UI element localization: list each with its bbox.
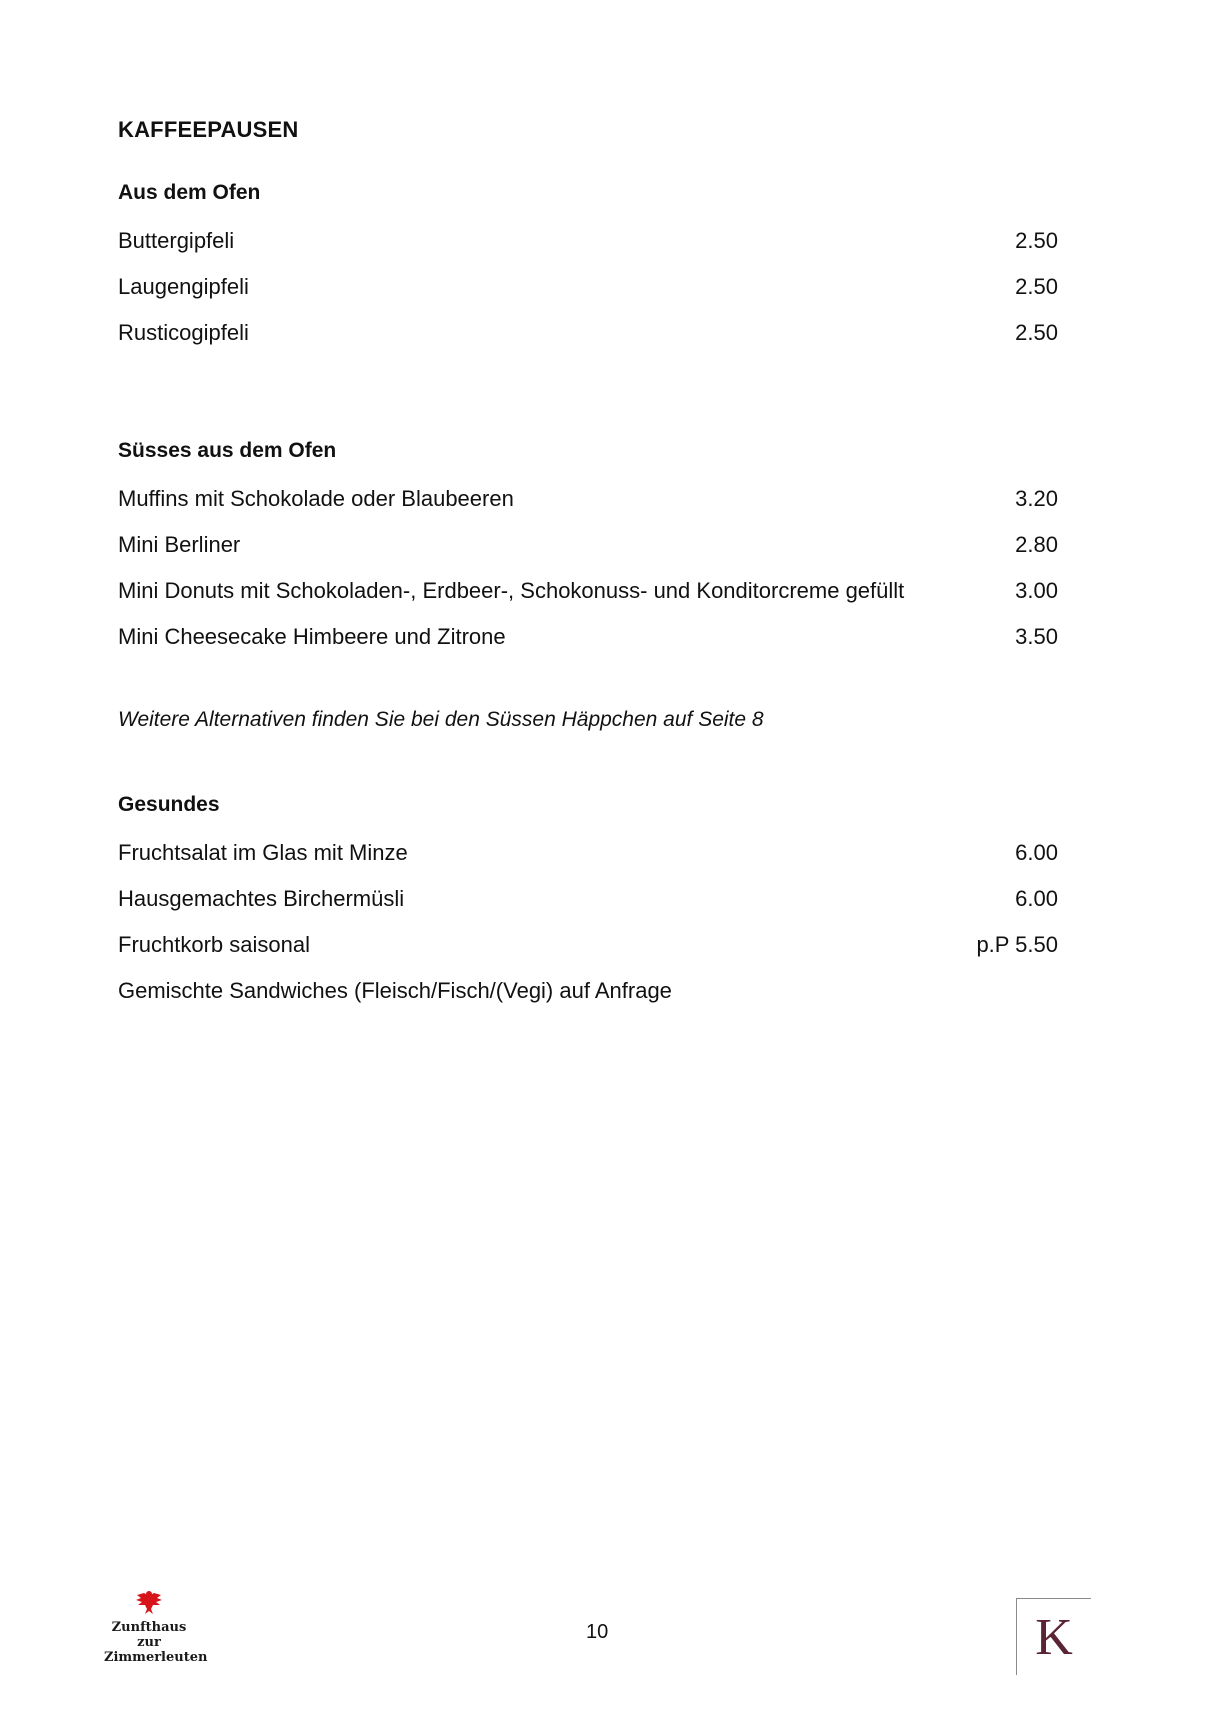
note-alternatives: Weitere Alternativen finden Sie bei den Süssen Häppchen auf Seite 8 bbox=[118, 708, 764, 731]
item-name: Hausgemachtes Birchermüsli bbox=[118, 886, 405, 911]
item-name: Mini Berliner bbox=[118, 532, 241, 557]
item-name: Fruchtsalat im Glas mit Minze bbox=[118, 840, 408, 865]
logo-line: zur bbox=[137, 1635, 161, 1650]
section-heading: Gesundes bbox=[118, 793, 220, 816]
menu-item bbox=[118, 532, 1058, 578]
item-name: Fruchtkorb saisonal bbox=[118, 932, 310, 957]
item-price: 3.50 bbox=[1015, 624, 1058, 649]
item-price: 2.50 bbox=[1015, 274, 1058, 299]
section-heading: Süsses aus dem Ofen bbox=[118, 439, 337, 462]
item-name: Laugengipfeli bbox=[118, 274, 249, 299]
item-name: Muffins mit Schokolade oder Blaubeeren bbox=[118, 486, 514, 511]
section-gesundes bbox=[118, 792, 1058, 1024]
page-title: KAFFEEPAUSEN bbox=[118, 117, 299, 142]
menu-item bbox=[118, 486, 1058, 532]
logo-line: Zimmerleuten bbox=[104, 1650, 208, 1665]
item-price: 2.50 bbox=[1015, 228, 1058, 253]
zunfthaus-logo bbox=[104, 1590, 208, 1665]
menu-item bbox=[118, 624, 1058, 670]
item-price: 2.50 bbox=[1015, 320, 1058, 345]
k-letter: K bbox=[1035, 1608, 1073, 1666]
menu-item bbox=[118, 320, 1058, 366]
item-name: Mini Donuts mit Schokoladen-, Erdbeer-, Schokonuss- und Konditorcreme gefüllt bbox=[118, 578, 905, 603]
page-number: 10 bbox=[586, 1621, 609, 1643]
section-aus-dem-ofen bbox=[118, 180, 1058, 366]
item-price: 3.00 bbox=[1015, 578, 1058, 603]
menu-item bbox=[118, 886, 1058, 932]
section-heading: Aus dem Ofen bbox=[118, 181, 261, 204]
menu-item bbox=[118, 840, 1058, 886]
item-price: 3.20 bbox=[1015, 486, 1058, 511]
logo-line: Zunfthaus bbox=[111, 1620, 187, 1635]
item-price: 2.80 bbox=[1015, 532, 1058, 557]
menu-item bbox=[118, 978, 1058, 1024]
item-name: Buttergipfeli bbox=[118, 228, 235, 253]
menu-item bbox=[118, 274, 1058, 320]
menu-item bbox=[118, 228, 1058, 274]
item-name: Gemischte Sandwiches (Fleisch/Fisch/(Vegi) auf Anfrage bbox=[118, 978, 672, 1003]
menu-item bbox=[118, 932, 1058, 978]
item-name: Mini Cheesecake Himbeere und Zitrone bbox=[118, 624, 506, 649]
section-suesses-aus-dem-ofen bbox=[118, 438, 1058, 670]
menu-item bbox=[118, 578, 1058, 624]
item-price: 6.00 bbox=[1015, 886, 1058, 911]
k-logo bbox=[1016, 1598, 1091, 1675]
eagle-icon bbox=[135, 1590, 163, 1616]
item-price: 6.00 bbox=[1015, 840, 1058, 865]
item-name: Rusticogipfeli bbox=[118, 320, 249, 345]
item-price: p.P 5.50 bbox=[976, 932, 1058, 957]
